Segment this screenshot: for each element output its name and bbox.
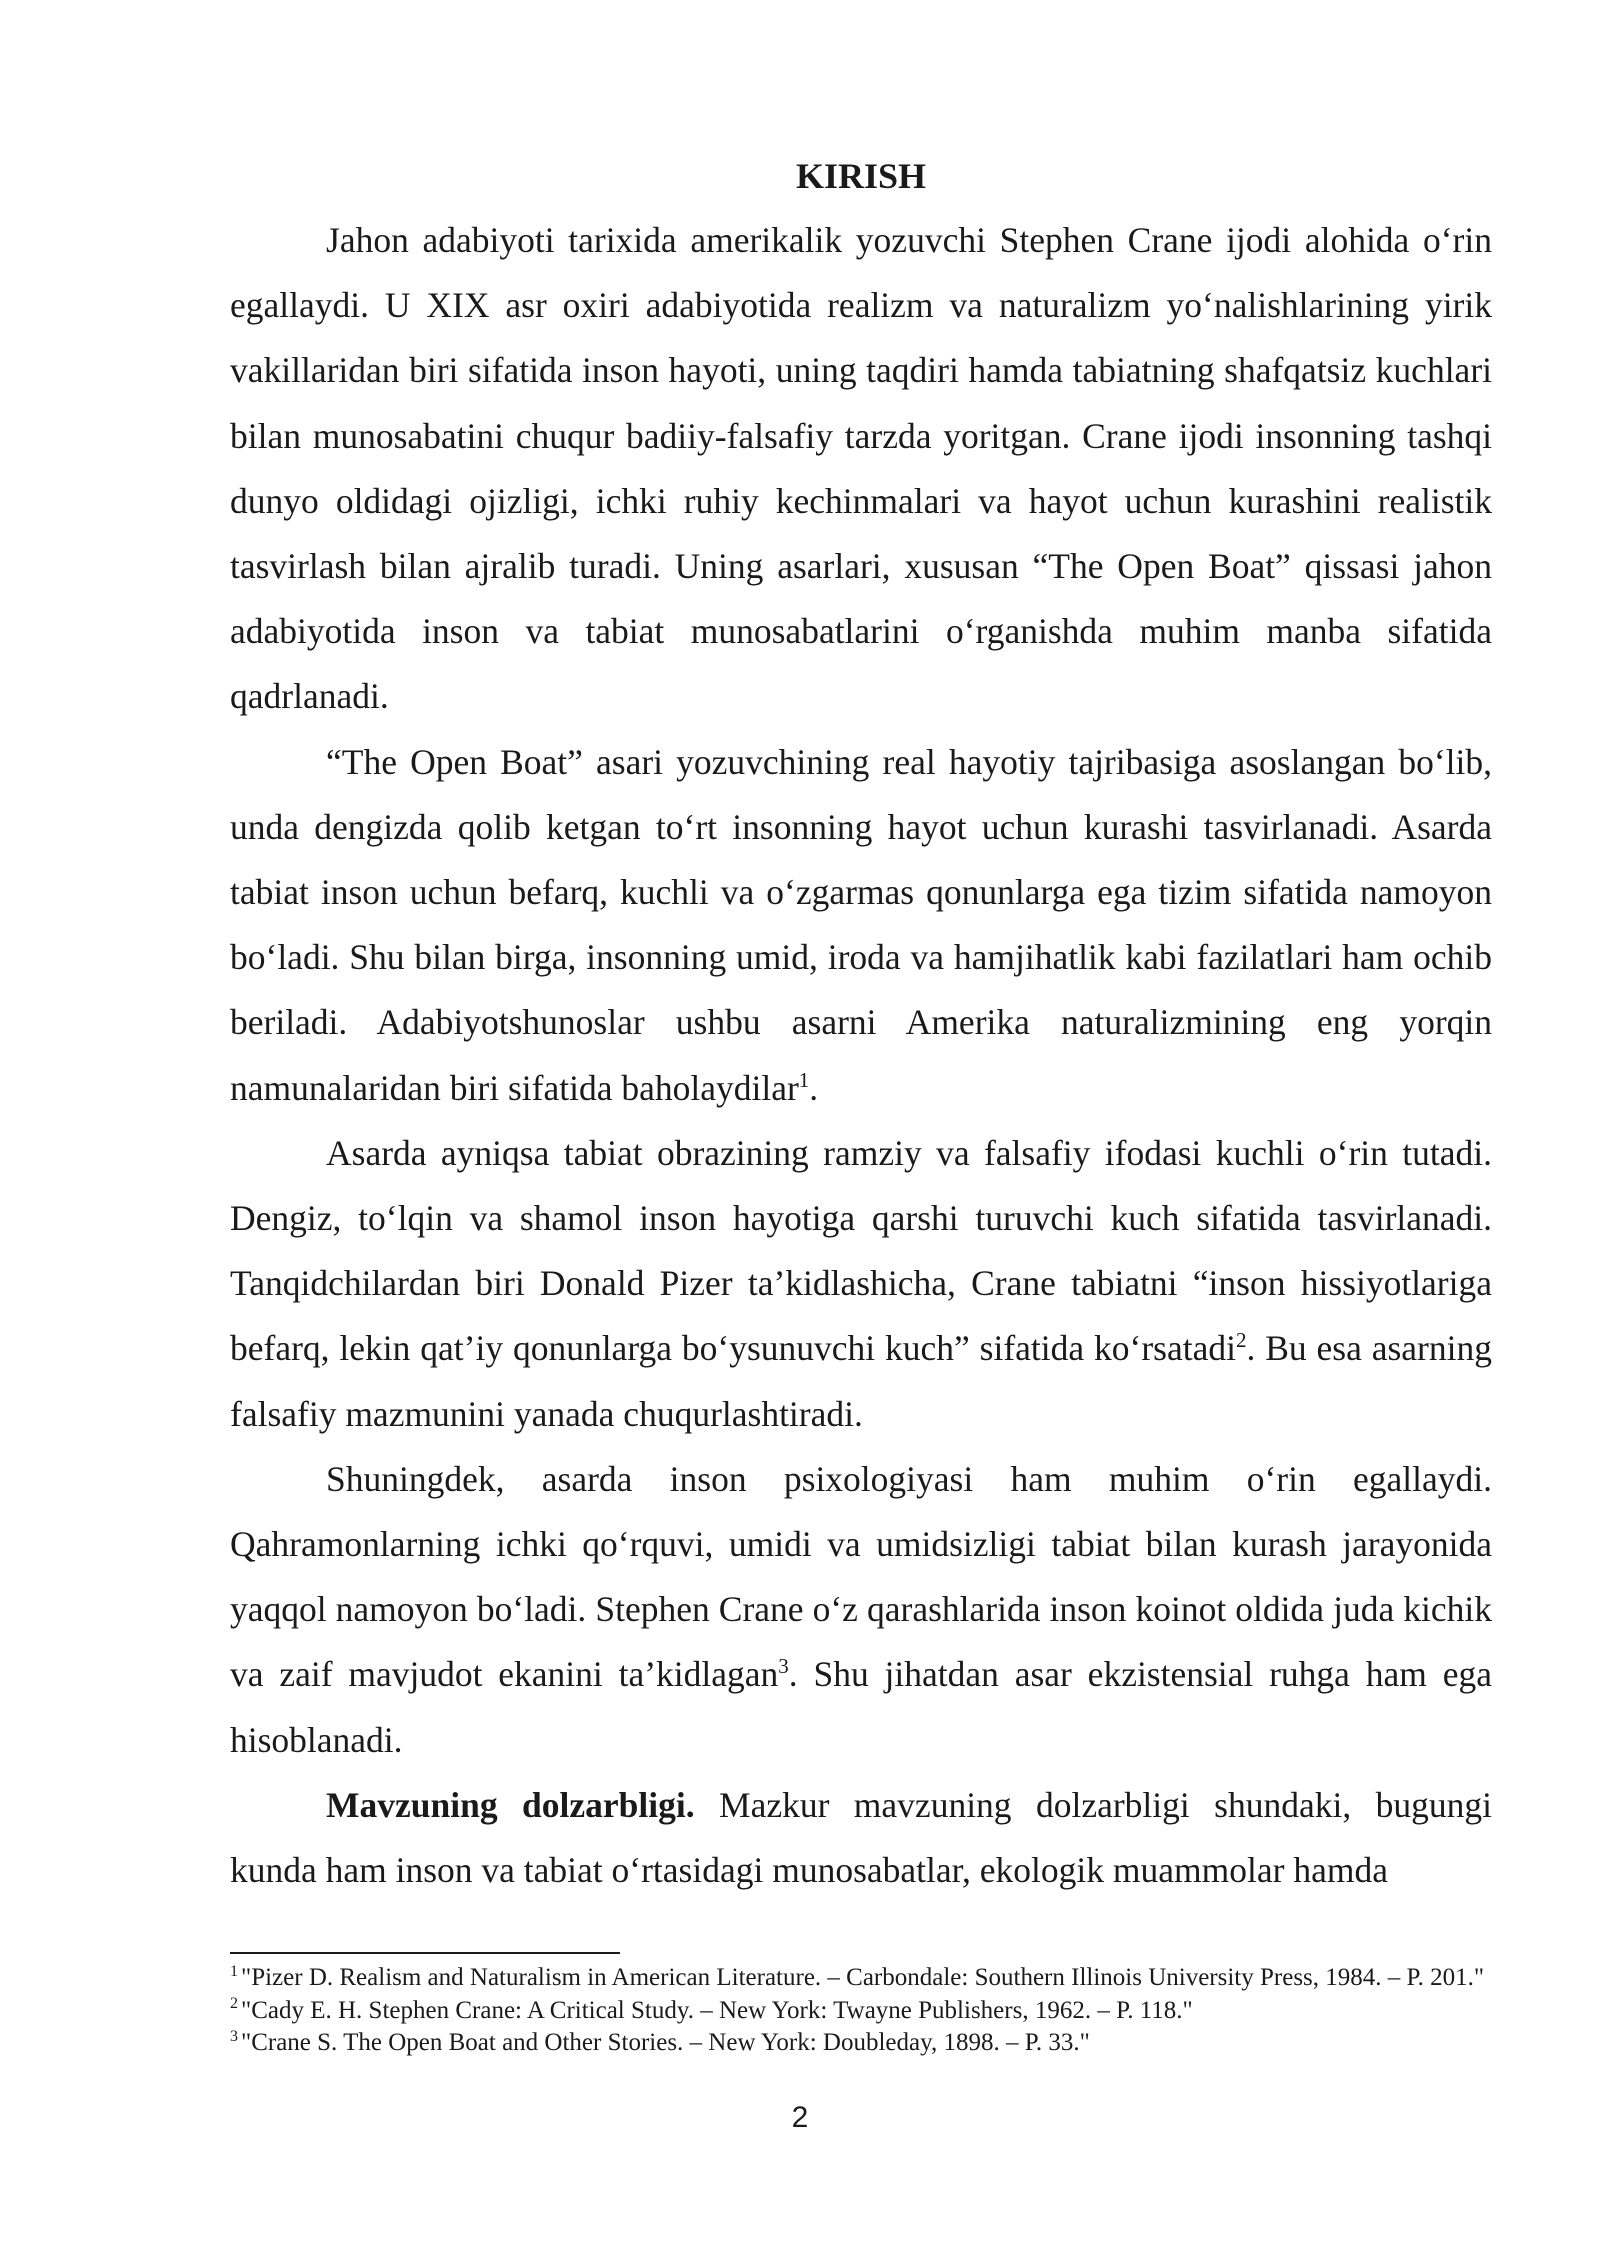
section-heading: KIRISH: [795, 156, 927, 196]
footnote-number-3: 3: [230, 2027, 238, 2045]
page-number: 2: [791, 2101, 809, 2134]
footnote-divider: [230, 1952, 620, 1954]
footnotes: [230, 1962, 1492, 2060]
footnote-ref-2: 2: [1235, 1328, 1247, 1353]
footnote-ref-3: 3: [778, 1654, 789, 1679]
footnote-number-2: 2: [230, 1995, 238, 2013]
paragraph-2-text: “The Open Boat” asari yozuvchining real hayotiy tajribasiga asoslangan bo‘lib, unda dengizda qolib ketgan to‘rt insonning hayot uchun kurashi tasvirlanadi. Asarda tabiat inson uchun befarq, kuchli va o‘zgarmas qonunlarga ega tizim sifatida namoyon bo‘ladi. Shu bilan birga, insonning umid, iroda va hamjihatlik kabi fazilatlari ham ochib beriladi. Adabiyotshunoslar ushbu asarni Amerika naturalizmining eng yorqin namunalaridan biri sifatida baholaydilar: [230, 741, 1492, 1108]
body-text: [230, 208, 1492, 1903]
footnote-2: [230, 1995, 1492, 2028]
paragraph-3-text: Asarda ayniqsa tabiat obrazining ramziy va falsafiy ifodasi kuchli o‘rin tutadi. Dengiz, to‘lqin va shamol inson hayotiga qarshi turuvchi kuch sifatida tasvirlanadi. Tanqidchilardan biri Donald Pizer ta’kidlashicha, Crane tabiatni “inson hissiyotlariga befarq, lekin qat’iy qonunlarga bo‘ysunuvchi kuch” sifatida ko‘rsatadi: [230, 1132, 1492, 1369]
paragraph-1: Jahon adabiyoti tarixida amerikalik yozuvchi Stephen Crane ijodi alohida o‘rin egallaydi. U XIX asr oxiri adabiyotida realizm va naturalizm yo‘nalishlarining yirik vakillaridan biri sifatida inson hayoti, uning taqdiri hamda tabiatning shafqatsiz kuchlari bilan munosabatini chuqur badiiy-falsafiy tarzda yoritgan. Crane ijodi insonning tashqi dunyo oldidagi ojizligi, ichki ruhiy kechinmalari va hayot uchun kurashini realistik tasvirlash bilan ajralib turadi. Uning asarlari, xususan “The Open Boat” qissasi jahon adabiyotida inson va tabiat munosabatlarini o‘rganishda muhim manba sifatida qadrlanadi.: [230, 220, 1492, 717]
paragraph-5: [230, 1773, 1492, 1903]
footnote-text-1: "Pizer D. Realism and Naturalism in American Literature. – Carbondale: Southern Illinois University Press, 1984. – P. 201.": [241, 1964, 1485, 1991]
footnote-text-2: "Cady E. H. Stephen Crane: A Critical Study. – New York: Twayne Publishers, 1962. – P. 118.": [241, 1996, 1193, 2024]
paragraph-3-end: . Bu esa asarning falsafiy mazmunini yanada chuqurlashtiradi.: [230, 1328, 1492, 1434]
paragraph-4-end: . Shu jihatdan asar ekzistensial ruhga ham ega hisoblanadi.: [230, 1654, 1492, 1760]
paragraph-3: [230, 1121, 1492, 1447]
footnote-number-1: 1: [230, 1962, 238, 1980]
paragraph-4: [230, 1447, 1492, 1773]
footnote-3: [230, 2027, 1492, 2060]
paragraph-4-text: Shuningdek, asarda inson psixologiyasi ham muhim o‘rin egallaydi. Qahramonlarning ichki qo‘rquvi, umidi va umidsizligi tabiat bilan kurash jarayonida yaqqol namoyon bo‘ladi. Stephen Crane o‘z qarashlarida inson koinot oldida juda kichik va zaif mavjudot ekanini ta’kidlagan: [230, 1458, 1492, 1695]
paragraph-5-text: Mazkur mavzuning dolzarbligi shundaki, bugungi kunda ham inson va tabiat o‘rtasidagi munosabatlar, ekologik muammolar hamda: [230, 1784, 1492, 1891]
paragraph-5-lead: Mavzuning dolzarbligi.: [326, 1784, 695, 1825]
paragraph-2-end: .: [809, 1067, 819, 1108]
footnote-1: [230, 1962, 1492, 1995]
paragraph-2: [230, 730, 1492, 1121]
footnote-ref-1: 1: [798, 1067, 810, 1092]
footnote-text-3: "Crane S. The Open Boat and Other Stories. – New York: Doubleday, 1898. – P. 33.": [241, 2029, 1090, 2056]
